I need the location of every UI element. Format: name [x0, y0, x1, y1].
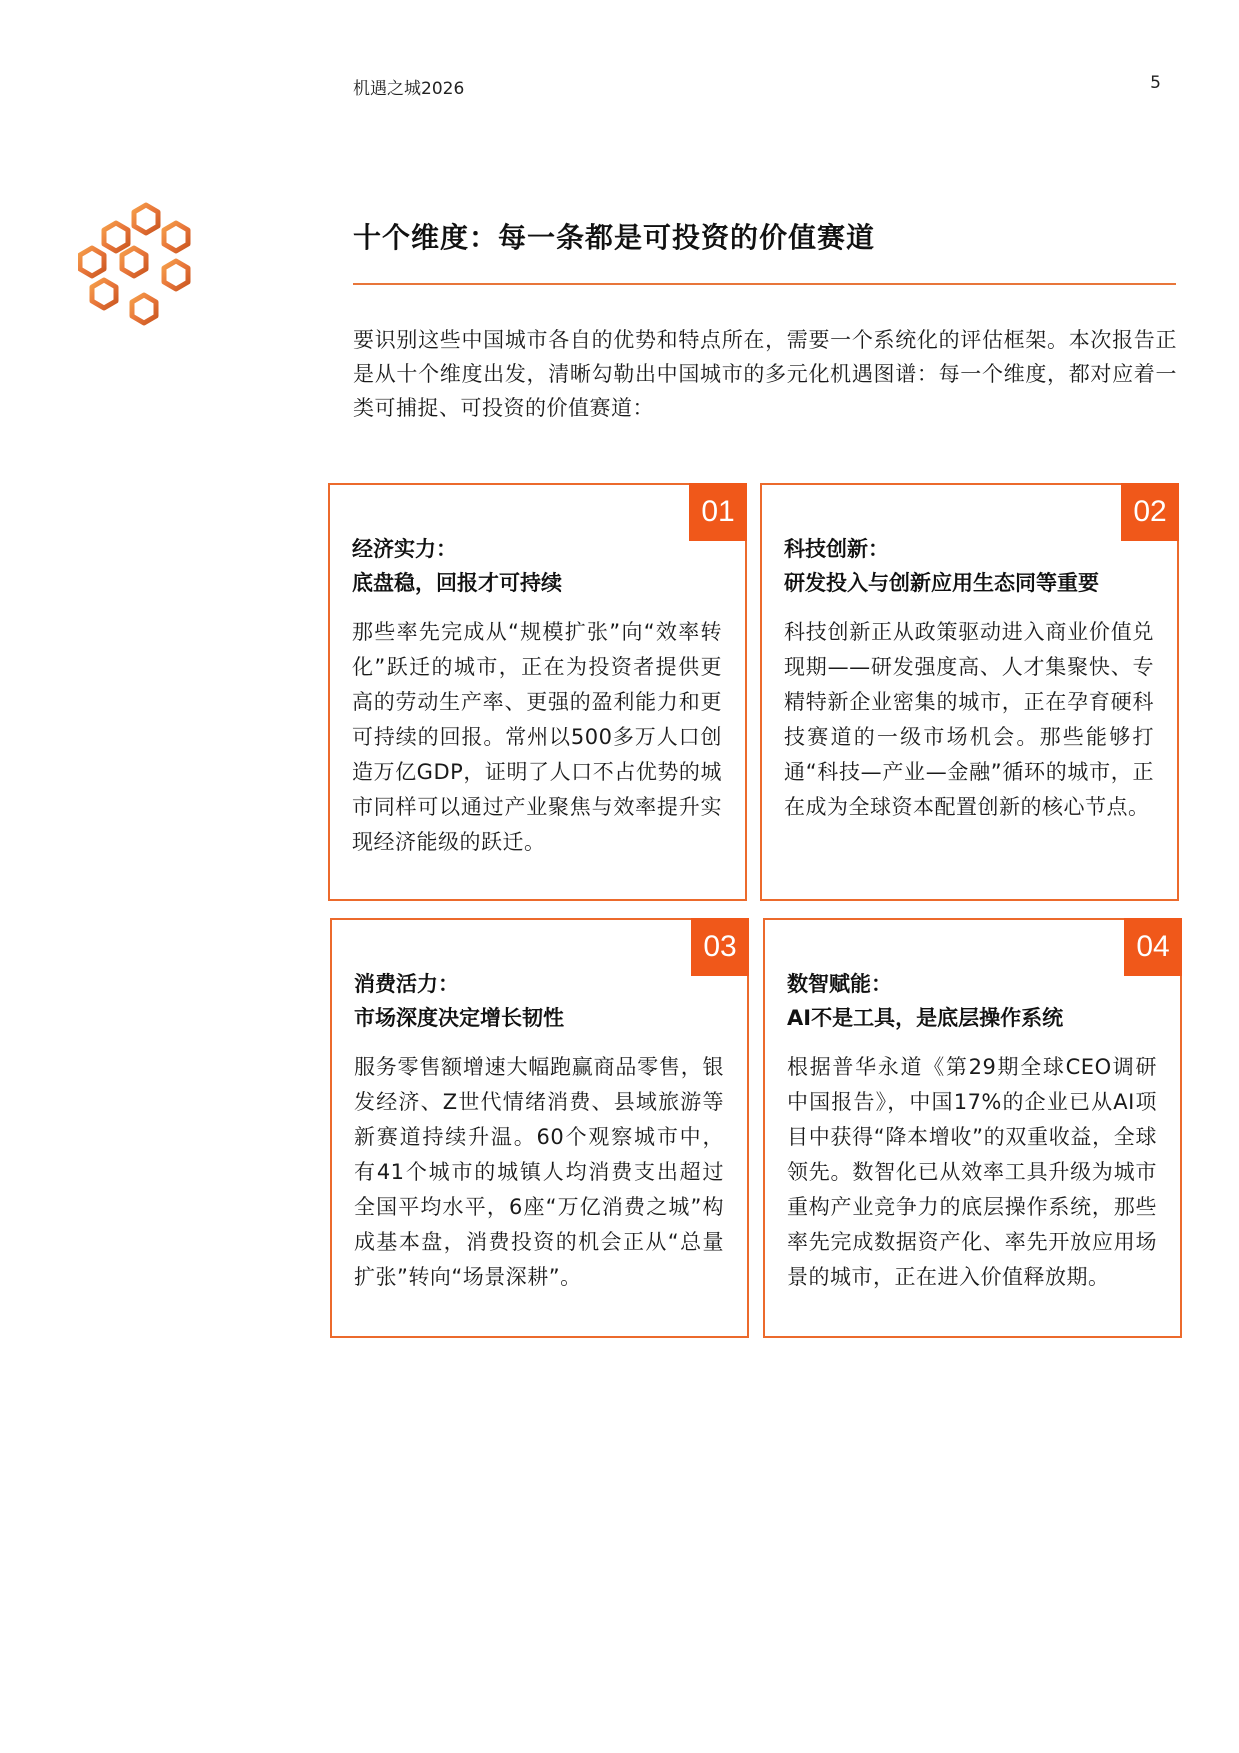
- card-heading: 数智赋能：: [787, 972, 892, 996]
- card-subheading: 市场深度决定增长韧性: [354, 1006, 564, 1030]
- card-number-badge: 04: [1124, 918, 1182, 976]
- page-number: 5: [1150, 73, 1161, 93]
- document-title: 机遇之城2026: [353, 79, 465, 99]
- title-divider: [353, 283, 1176, 285]
- dimension-card-digital: [763, 918, 1182, 1338]
- card-subheading: AI不是工具，是底层操作系统: [787, 1006, 1064, 1030]
- dimension-card-technology: [760, 483, 1179, 901]
- section-title: 十个维度：每一条都是可投资的价值赛道: [353, 221, 876, 254]
- card-number-badge: 01: [689, 483, 747, 541]
- card-heading: 科技创新：: [784, 537, 889, 561]
- card-heading: 消费活力：: [354, 972, 459, 996]
- card-number-badge: 02: [1121, 483, 1179, 541]
- card-subheading: 研发投入与创新应用生态同等重要: [784, 571, 1099, 595]
- card-heading: 经济实力：: [352, 537, 457, 561]
- card-body: 科技创新正从政策驱动进入商业价值兑现期——研发强度高、人才集聚快、专精特新企业密集的城市，正在孕育硬科技赛道的一级市场机会。那些能够打通“科技—产业—金融”循环的城市，正在成为全球资本配置创新的核心节点。: [784, 620, 1154, 819]
- card-number-badge: 03: [691, 918, 749, 976]
- card-body: 那些率先完成从“规模扩张”向“效率转化”跃迁的城市，正在为投资者提供更高的劳动生产率、更强的盈利能力和更可持续的回报。常州以500多万人口创造万亿GDP，证明了人口不占优势的城市同样可以通过产业聚焦与效率提升实现经济能级的跃迁。: [352, 620, 722, 854]
- dimension-card-consumption: [330, 918, 749, 1338]
- card-body: 服务零售额增速大幅跑赢商品零售，银发经济、Z世代情绪消费、县域旅游等新赛道持续升温。60个观察城市中，有41个城市的城镇人均消费支出超过全国平均水平，6座“万亿消费之城”构成基本盘，消费投资的机会正从“总量扩张”转向“场景深耕”。: [354, 1055, 724, 1289]
- hexagon-cluster-icon: [78, 200, 208, 340]
- card-body: 根据普华永道《第29期全球CEO调研中国报告》，中国17%的企业已从AI项目中获得“降本增收”的双重收益，全球领先。数智化已从效率工具升级为城市重构产业竞争力的底层操作系统，那些率先完成数据资产化、率先开放应用场景的城市，正在进入价值释放期。: [787, 1055, 1157, 1289]
- intro-paragraph: 要识别这些中国城市各自的优势和特点所在，需要一个系统化的评估框架。本次报告正是从十个维度出发，清晰勾勒出中国城市的多元化机遇图谱：每一个维度，都对应着一类可捕捉、可投资的价值赛道：: [353, 328, 1177, 420]
- dimension-card-economy: [328, 483, 747, 901]
- card-subheading: 底盘稳，回报才可持续: [352, 571, 562, 595]
